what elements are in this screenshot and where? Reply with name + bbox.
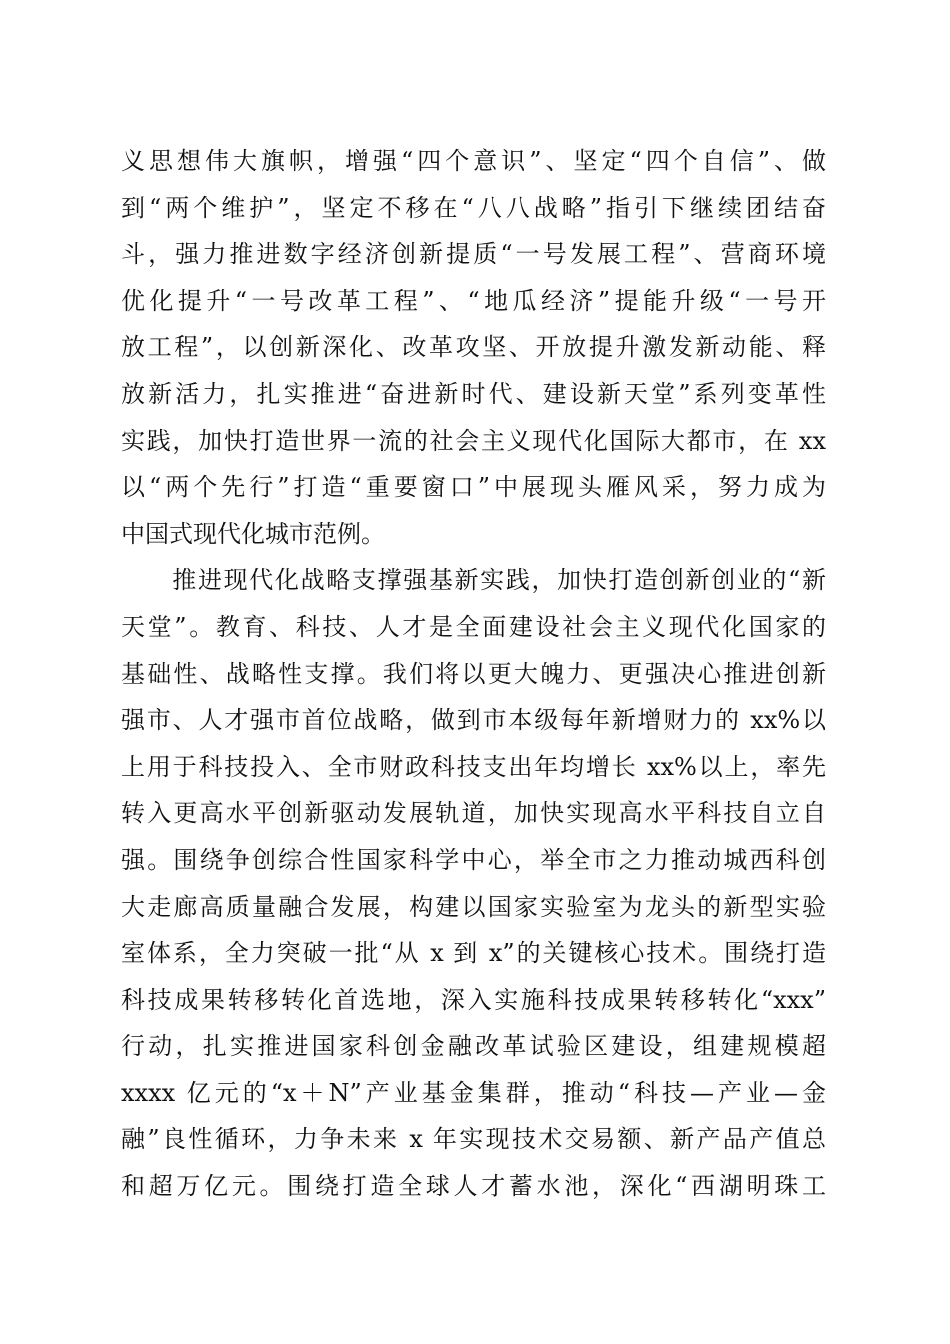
text-line: 以“两个先行”打造“重要窗口”中展现头雁风采，努力成为 bbox=[121, 473, 826, 502]
text-line: 天堂”。教育、科技、人才是全面建设社会主义现代化国家的 bbox=[121, 612, 826, 641]
text-line: 放工程”，以创新深化、改革攻坚、开放提升激发新动能、释 bbox=[121, 333, 826, 362]
text-line: 基础性、战略性支撑。我们将以更大魄力、更强决心推进创新 bbox=[121, 659, 826, 688]
text-line: 强。围绕争创综合性国家科学中心，举全市之力推动城西科创 bbox=[121, 845, 826, 874]
text-line: 科技成果转移转化首选地，深入实施科技成果转移转化“xxx” bbox=[121, 985, 826, 1014]
text-line: 斗，强力推进数字经济创新提质“一号发展工程”、营商环境 bbox=[121, 240, 826, 269]
text-line: 实践，加快打造世界一流的社会主义现代化国际大都市，在 xx bbox=[121, 426, 826, 455]
text-line: 强市、人才强市首位战略，做到市本级每年新增财力的 xx%以 bbox=[121, 706, 826, 735]
text-line: 和超万亿元。围绕打造全球人才蓄水池，深化“西湖明珠工 bbox=[121, 1172, 826, 1201]
text-line: 推进现代化战略支撑强基新实践，加快打造创新创业的“新 bbox=[121, 566, 826, 595]
text-line: 放新活力，扎实推进“奋进新时代、建设新天堂”系列变革性 bbox=[121, 379, 826, 408]
text-line: xxxx 亿元的“x＋N”产业基金集群，推动“科技—产业—金 bbox=[121, 1078, 826, 1107]
paragraph-2 bbox=[121, 557, 826, 1209]
text-line: 义思想伟大旗帜，增强“四个意识”、坚定“四个自信”、做 bbox=[121, 147, 826, 175]
text-line: 室体系，全力突破一批“从 x 到 x”的关键核心技术。围绕打造 bbox=[121, 939, 826, 968]
text-line: 优化提升“一号改革工程”、“地瓜经济”提能升级“一号开 bbox=[121, 286, 826, 315]
text-line: 中国式现代化城市范例。 bbox=[121, 519, 385, 548]
text-line: 转入更高水平创新驱动发展轨道，加快实现高水平科技自立自 bbox=[121, 799, 826, 828]
body-text bbox=[121, 138, 826, 1210]
text-line: 行动，扎实推进国家科创金融改革试验区建设，组建规模超 bbox=[121, 1032, 826, 1061]
text-line: 融”良性循环，力争未来 x 年实现技术交易额、新产品产值总 bbox=[121, 1125, 826, 1154]
paragraph-1 bbox=[121, 138, 826, 557]
text-line: 大走廊高质量融合发展，构建以国家实验室为龙头的新型实验 bbox=[121, 892, 826, 921]
text-line: 上用于科技投入、全市财政科技支出年均增长 xx%以上，率先 bbox=[121, 752, 826, 781]
text-line: 到“两个维护”，坚定不移在“八八战略”指引下继续团结奋 bbox=[121, 193, 826, 222]
